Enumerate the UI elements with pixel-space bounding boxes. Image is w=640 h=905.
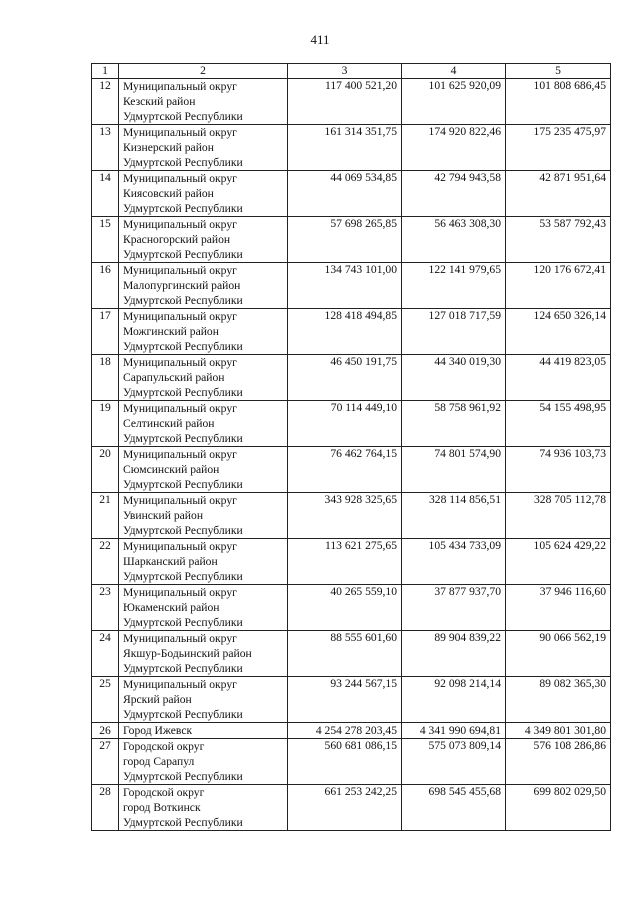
municipality-name-line: Кезский район (123, 95, 196, 108)
value-col-3: 661 253 242,25 (288, 785, 402, 831)
municipality-name-line: Удмуртской Республики (123, 478, 243, 491)
municipality-name (119, 723, 288, 739)
table-row (92, 355, 611, 401)
table-row (92, 677, 611, 723)
value-col-3: 4 254 278 203,45 (288, 723, 402, 739)
table-row (92, 125, 611, 171)
value-col-5: 101 808 686,45 (506, 79, 611, 125)
value-col-4: 42 794 943,58 (402, 171, 506, 217)
value-col-3: 46 450 191,75 (288, 355, 402, 401)
municipality-name-line: Селтинский район (123, 417, 215, 430)
value-col-3: 343 928 325,65 (288, 493, 402, 539)
value-col-3: 560 681 086,15 (288, 739, 402, 785)
value-col-3: 117 400 521,20 (288, 79, 402, 125)
value-col-5: 44 419 823,05 (506, 355, 611, 401)
row-number: 25 (92, 677, 119, 723)
value-col-4: 101 625 920,09 (402, 79, 506, 125)
value-col-4: 575 073 809,14 (402, 739, 506, 785)
municipality-name-line: Удмуртской Республики (123, 432, 243, 445)
municipality-name-line: Юкаменский район (123, 601, 220, 614)
value-col-4: 58 758 961,92 (402, 401, 506, 447)
municipality-name-line: Муниципальный округ (123, 540, 237, 553)
value-col-4: 122 141 979,65 (402, 263, 506, 309)
table-row (92, 723, 611, 739)
municipality-name-line: Увинский район (123, 509, 204, 522)
municipality-name-line: Муниципальный округ (123, 494, 237, 507)
municipality-name-line: Якшур-Бодьинский район (123, 647, 252, 660)
municipality-name-line: Муниципальный округ (123, 172, 237, 185)
table-row (92, 309, 611, 355)
value-col-4: 105 434 733,09 (402, 539, 506, 585)
municipality-name (119, 785, 288, 831)
table-row (92, 585, 611, 631)
municipality-name (119, 447, 288, 493)
value-col-4: 4 341 990 694,81 (402, 723, 506, 739)
municipality-name (119, 539, 288, 585)
row-number: 27 (92, 739, 119, 785)
municipality-name (119, 355, 288, 401)
table-row (92, 217, 611, 263)
row-number: 18 (92, 355, 119, 401)
row-number: 17 (92, 309, 119, 355)
value-col-4: 44 340 019,30 (402, 355, 506, 401)
table-row (92, 79, 611, 125)
value-col-5: 37 946 116,60 (506, 585, 611, 631)
value-col-5: 74 936 103,73 (506, 447, 611, 493)
table-body (92, 79, 611, 831)
municipality-name-line: Удмуртской Республики (123, 770, 243, 783)
municipality-name-line: Сарапульский район (123, 371, 225, 384)
municipality-name-line: Муниципальный округ (123, 448, 237, 461)
row-number: 20 (92, 447, 119, 493)
municipality-name (119, 739, 288, 785)
value-col-5: 576 108 286,86 (506, 739, 611, 785)
municipality-name-line: Удмуртской Республики (123, 662, 243, 675)
row-number: 24 (92, 631, 119, 677)
municipality-name-line: Удмуртской Республики (123, 524, 243, 537)
municipality-name-line: Удмуртской Республики (123, 570, 243, 583)
header-col-2: 2 (119, 64, 288, 79)
municipality-name-line: Удмуртской Республики (123, 816, 243, 829)
value-col-5: 53 587 792,43 (506, 217, 611, 263)
value-col-5: 124 650 326,14 (506, 309, 611, 355)
municipality-name-line: Муниципальный округ (123, 310, 237, 323)
value-col-5: 328 705 112,78 (506, 493, 611, 539)
municipality-name (119, 171, 288, 217)
value-col-3: 134 743 101,00 (288, 263, 402, 309)
value-col-3: 113 621 275,65 (288, 539, 402, 585)
municipality-name-line: Муниципальный округ (123, 264, 237, 277)
row-number: 22 (92, 539, 119, 585)
row-number: 19 (92, 401, 119, 447)
table-row (92, 739, 611, 785)
municipality-name-line: Удмуртской Республики (123, 202, 243, 215)
value-col-3: 40 265 559,10 (288, 585, 402, 631)
municipality-name-line: Муниципальный округ (123, 356, 237, 369)
value-col-3: 57 698 265,85 (288, 217, 402, 263)
value-col-3: 93 244 567,15 (288, 677, 402, 723)
value-col-5: 105 624 429,22 (506, 539, 611, 585)
municipality-name-line: Удмуртской Республики (123, 294, 243, 307)
municipality-name-line: Муниципальный округ (123, 586, 237, 599)
row-number: 16 (92, 263, 119, 309)
value-col-3: 44 069 534,85 (288, 171, 402, 217)
municipality-name (119, 125, 288, 171)
municipality-name (119, 677, 288, 723)
municipality-name-line: Малопургинский район (123, 279, 241, 292)
budget-table (91, 63, 611, 831)
value-col-3: 88 555 601,60 (288, 631, 402, 677)
municipality-name-line: Городской округ (123, 786, 205, 799)
header-col-4: 4 (402, 64, 506, 79)
header-col-1: 1 (92, 64, 119, 79)
header-row (92, 64, 611, 79)
municipality-name (119, 263, 288, 309)
municipality-name-line: Можгинский район (123, 325, 219, 338)
municipality-name (119, 309, 288, 355)
value-col-3: 161 314 351,75 (288, 125, 402, 171)
value-col-4: 127 018 717,59 (402, 309, 506, 355)
municipality-name-line: Шарканский район (123, 555, 218, 568)
municipality-name-line: Городской округ (123, 740, 205, 753)
row-number: 26 (92, 723, 119, 739)
municipality-name-line: Удмуртской Республики (123, 708, 243, 721)
municipality-name-line: город Сарапул (123, 755, 195, 768)
municipality-name-line: Ярский район (123, 693, 192, 706)
municipality-name-line: Удмуртской Республики (123, 156, 243, 169)
table-row (92, 171, 611, 217)
page-number: 411 (310, 32, 330, 47)
value-col-5: 54 155 498,95 (506, 401, 611, 447)
municipality-name-line: Город Ижевск (123, 724, 193, 737)
value-col-4: 698 545 455,68 (402, 785, 506, 831)
municipality-name-line: Красногорский район (123, 233, 231, 246)
table-row (92, 631, 611, 677)
value-col-5: 175 235 475,97 (506, 125, 611, 171)
municipality-name-line: Муниципальный округ (123, 80, 237, 93)
value-col-5: 699 802 029,50 (506, 785, 611, 831)
municipality-name-line: Киясовский район (123, 187, 214, 200)
municipality-name (119, 493, 288, 539)
municipality-name-line: Удмуртской Республики (123, 110, 243, 123)
municipality-name-line: Сюмсинский район (123, 463, 220, 476)
value-col-4: 174 920 822,46 (402, 125, 506, 171)
municipality-name-line: Муниципальный округ (123, 678, 237, 691)
row-number: 14 (92, 171, 119, 217)
value-col-5: 120 176 672,41 (506, 263, 611, 309)
municipality-name-line: Удмуртской Республики (123, 340, 243, 353)
row-number: 21 (92, 493, 119, 539)
table-row (92, 263, 611, 309)
row-number: 28 (92, 785, 119, 831)
municipality-name (119, 217, 288, 263)
municipality-name (119, 631, 288, 677)
municipality-name-line: Удмуртской Республики (123, 248, 243, 261)
municipality-name (119, 401, 288, 447)
table-row (92, 785, 611, 831)
table-row (92, 493, 611, 539)
value-col-4: 37 877 937,70 (402, 585, 506, 631)
value-col-4: 74 801 574,90 (402, 447, 506, 493)
row-number: 23 (92, 585, 119, 631)
municipality-name-line: Удмуртской Республики (123, 616, 243, 629)
value-col-3: 76 462 764,15 (288, 447, 402, 493)
municipality-name-line: Муниципальный округ (123, 126, 237, 139)
municipality-name-line: Удмуртской Республики (123, 386, 243, 399)
table-row (92, 539, 611, 585)
value-col-3: 128 418 494,85 (288, 309, 402, 355)
row-number: 12 (92, 79, 119, 125)
municipality-name-line: город Воткинск (123, 801, 201, 814)
municipality-name-line: Муниципальный округ (123, 402, 237, 415)
municipality-name-line: Муниципальный округ (123, 632, 237, 645)
table-row (92, 401, 611, 447)
row-number: 13 (92, 125, 119, 171)
value-col-4: 92 098 214,14 (402, 677, 506, 723)
header-col-3: 3 (288, 64, 402, 79)
value-col-5: 4 349 801 301,80 (506, 723, 611, 739)
value-col-4: 56 463 308,30 (402, 217, 506, 263)
header-col-5: 5 (506, 64, 611, 79)
table-row (92, 447, 611, 493)
value-col-5: 89 082 365,30 (506, 677, 611, 723)
municipality-name (119, 79, 288, 125)
municipality-name-line: Кизнерский район (123, 141, 214, 154)
value-col-3: 70 114 449,10 (288, 401, 402, 447)
value-col-5: 42 871 951,64 (506, 171, 611, 217)
value-col-4: 328 114 856,51 (402, 493, 506, 539)
value-col-4: 89 904 839,22 (402, 631, 506, 677)
municipality-name-line: Муниципальный округ (123, 218, 237, 231)
row-number: 15 (92, 217, 119, 263)
value-col-5: 90 066 562,19 (506, 631, 611, 677)
municipality-name (119, 585, 288, 631)
